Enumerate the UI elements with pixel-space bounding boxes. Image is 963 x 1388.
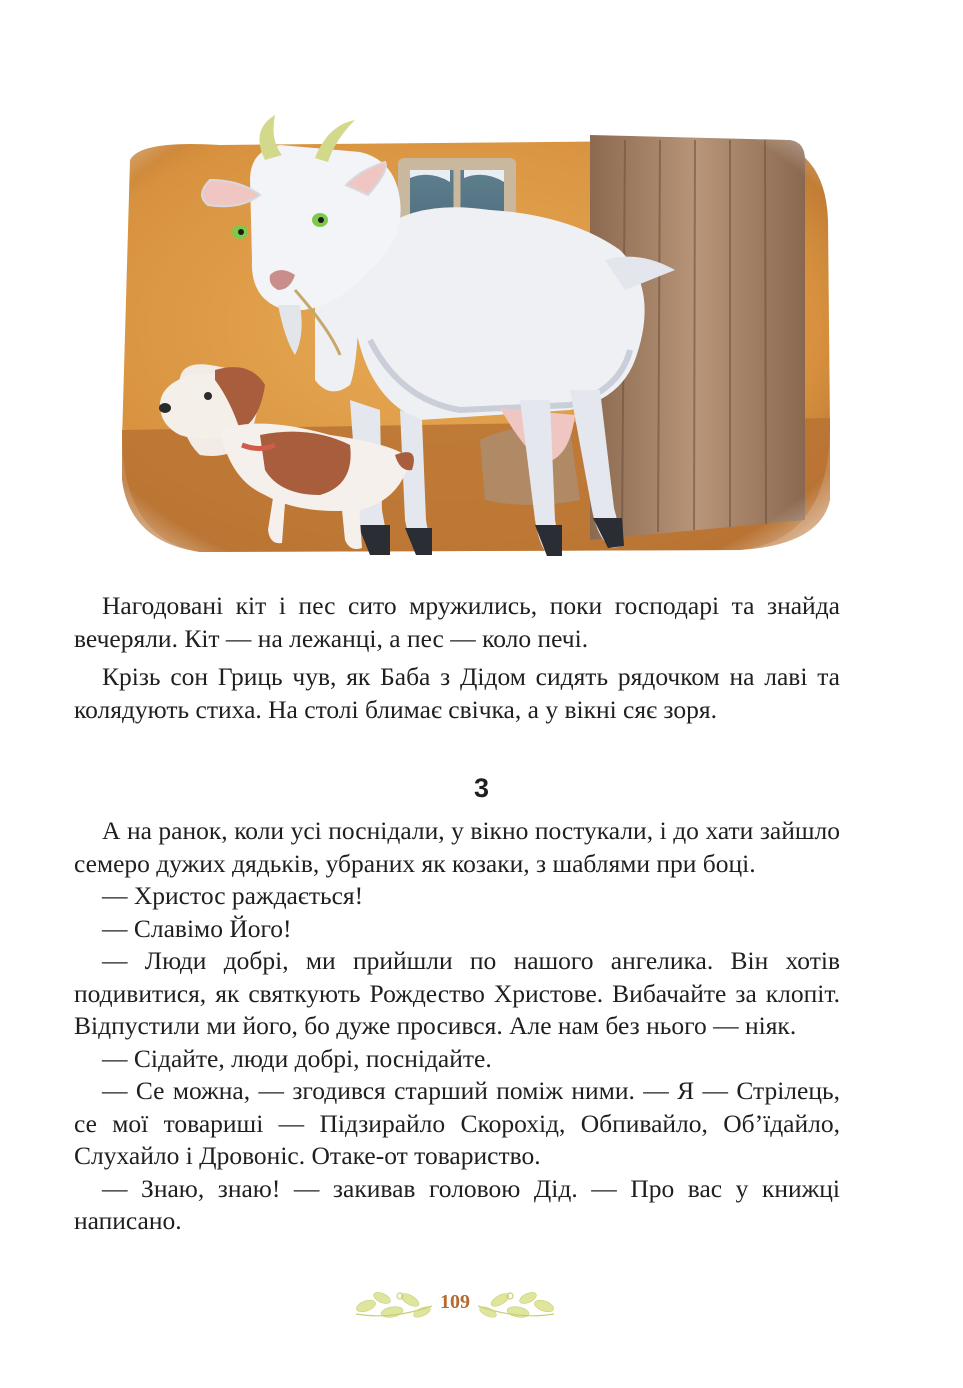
- dialogue-line: — Се можна, — згодився старший поміж ними. — Я — Стрілець, се мої товариші — Підзирайло Скорохід, Обпивайло, Об’їдайло, Слухайло і Дровоніс. Отаке-от товариство.: [74, 1076, 840, 1170]
- paragraph: Крізь сон Гриць чув, як Баба з Дідом сидять рядочком на лаві та колядують стиха. На столі блимає свічка, а у вікні сяє зоря.: [74, 662, 840, 724]
- illustration-goat-and-puppy: [100, 100, 842, 570]
- page-number: 109: [440, 1291, 470, 1313]
- text-section-2: [74, 815, 840, 1238]
- text-section-1: [74, 590, 840, 726]
- dialogue-line: — Знаю, знаю! — закивав головою Дід. — Про вас у книжці написано.: [74, 1173, 840, 1235]
- dialogue-line: — Славімо Його!: [102, 913, 292, 943]
- page-footer: [352, 1284, 558, 1324]
- paragraph: Нагодовані кіт і пес сито мружились, поки господарі та знайда вечеряли. Кіт — на лежанці, а пес — коло печі.: [74, 591, 840, 653]
- dialogue-line: — Люди добрі, ми прийшли по нашого ангелика. Він хотів подивитися, як святкують Рождество Христове. Вибачайте за клопіт. Відпустили ми його, бо дуже просився. Але нам без нього — ніяк.: [74, 946, 840, 1040]
- dialogue-line: — Христос раждається!: [102, 881, 364, 910]
- dialogue-line: — Сідайте, люди добрі, поснідайте.: [102, 1043, 492, 1073]
- paragraph: А на ранок, коли усі поснідали, у вікно постукали, і до хати зайшло семеро дужих дядьків, убраних як козаки, з шаблями при боці.: [74, 816, 840, 878]
- chapter-number: 3: [473, 773, 490, 803]
